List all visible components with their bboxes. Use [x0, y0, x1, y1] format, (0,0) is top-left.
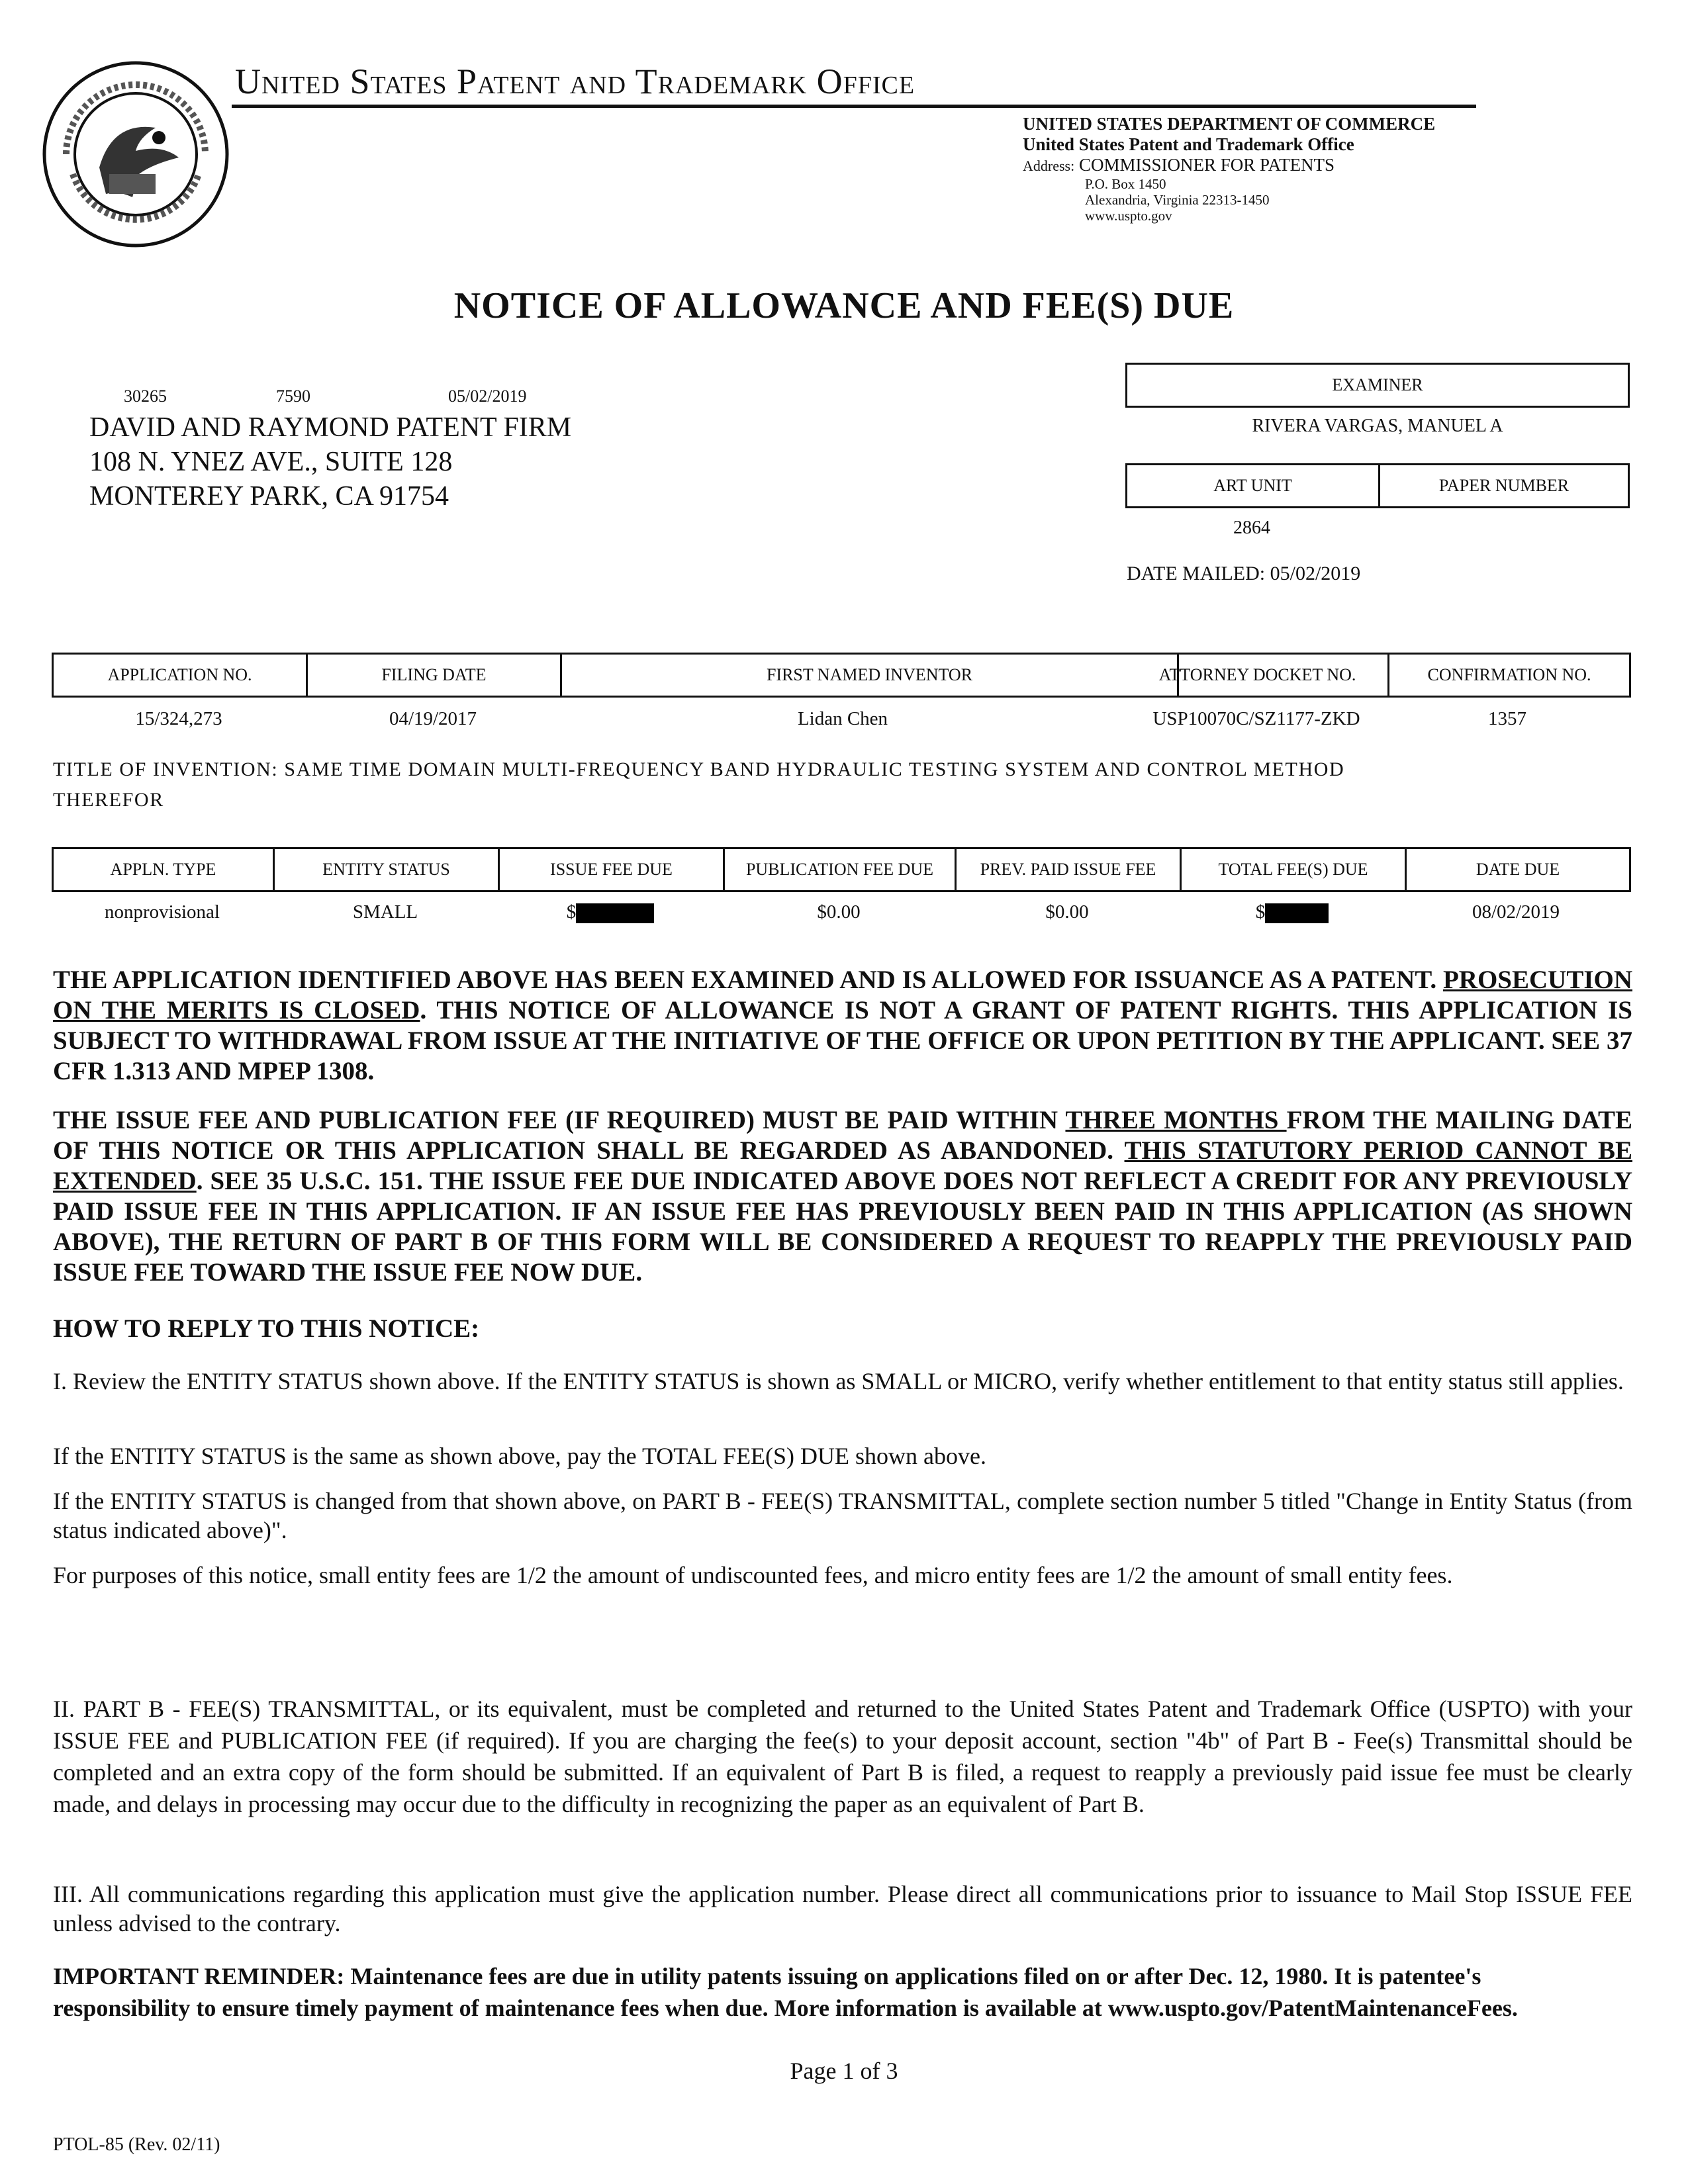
how-to-reply-heading: HOW TO REPLY TO THIS NOTICE: — [53, 1314, 480, 1343]
fee-table-header — [52, 847, 1631, 892]
page-number: Page 1 of 3 — [790, 2058, 898, 2084]
firm-street: 108 N. YNEZ AVE., SUITE 128 — [89, 447, 453, 477]
total-fee-currency: $ — [1255, 901, 1266, 923]
important-reminder: IMPORTANT REMINDER: Maintenance fees are due in utility patents issuing on applications filed on or after Dec. 12, 1980. It is patentee's responsibility to ensure timely payment of maintenance fees when due. More information is available at www.uspto.gov/PatentMaintenanceFees. — [53, 1963, 1518, 2021]
header-appln-type: APPLN. TYPE — [54, 849, 275, 890]
fee-text-c: FROM THE MAILING DATE OF THIS NOTICE OR THIS APPLICATION SHALL BE REGARDED AS ABANDONED. — [53, 1106, 1633, 1165]
allowance-text-c: . THIS NOTICE OF ALLOWANCE IS NOT A GRANT OF PATENT RIGHTS. THIS APPLICATION IS SUBJECT TO WITHDRAWAL FROM ISSUE AT THE INITIATIVE OF THE OFFICE OR UPON PETITION BY THE APPLICANT. SEE 37 CFR 1.313 AND MPEP 1308. — [53, 996, 1632, 1085]
instruction-i-fees: For purposes of this notice, small entity fees are 1/2 the amount of undiscounted fees, and micro entity fees are 1/2 the amount of small entity fees. — [53, 1562, 1453, 1588]
redaction-bar — [1265, 903, 1329, 923]
three-months: THREE MONTHS — [1065, 1106, 1287, 1134]
fee-table-values — [52, 901, 1631, 928]
instruction-iii: III. All communications regarding this application must give the application number. Please direct all communications prior to issuance to Mail Stop ISSUE FEE unless advised to the contrary. — [53, 1881, 1632, 1936]
instruction-ii: II. PART B - FEE(S) TRANSMITTAL, or its equivalent, must be completed and returned to the United States Patent and Trademark Office (USPTO) with your ISSUE FEE and PUBLICATION FEE (if required). If you are charging the fee(s) to your deposit account, section "4b" of Part B - Fee(s) Transmittal should be completed and an extra copy of the form should be submitted. If an equivalent of Part B is filed, a request to reapply a previously paid issue fee must be clearly made, and delays in processing may occur due to the difficulty in recognizing the paper as an equivalent of Part B. — [53, 1696, 1632, 1817]
dept-line1: UNITED STATES DEPARTMENT OF COMMERCE — [1023, 114, 1436, 134]
form-number: PTOL-85 (Rev. 02/11) — [53, 2134, 220, 2155]
correspondence-codes — [124, 387, 526, 406]
fee-payment-statement — [53, 1105, 1632, 1288]
prosecution-closed: PROSECUTION ON THE MERITS IS CLOSED — [53, 966, 1633, 1024]
correspondence-date: 05/02/2019 — [448, 387, 527, 406]
address-label: Address: — [1023, 158, 1075, 174]
instruction-i-same: If the ENTITY STATUS is the same as shown above, pay the TOTAL FEE(S) DUE shown above. — [53, 1443, 986, 1469]
notice-title: NOTICE OF ALLOWANCE AND FEE(S) DUE — [453, 285, 1235, 326]
header-issue-fee-due: ISSUE FEE DUE — [500, 849, 725, 890]
address-line2: P.O. Box 1450 — [1085, 176, 1166, 192]
art-unit-value: 2864 — [1233, 518, 1270, 538]
application-number: 15/324,273 — [135, 708, 222, 729]
fee-text-a: THE ISSUE FEE AND PUBLICATION FEE (IF REQUIRED) MUST BE PAID WITHIN — [53, 1106, 1066, 1134]
art-unit-box — [1125, 463, 1630, 508]
header-first-named-inventor: FIRST NAMED INVENTOR — [562, 655, 1179, 696]
uspto-seal — [40, 58, 232, 250]
header-filing-date: FILING DATE — [308, 655, 562, 696]
header-application-no: APPLICATION NO. — [54, 655, 308, 696]
instruction-i-changed: If the ENTITY STATUS is changed from that shown above, on PART B - FEE(S) TRANSMITTAL, complete section number 5 titled "Change in Entity Status (from status indicated above)". — [53, 1488, 1632, 1543]
examiner-name: RIVERA VARGAS, MANUEL A — [1252, 416, 1503, 436]
address-line1 — [1023, 155, 1435, 176]
header-prev-paid-issue-fee: PREV. PAID ISSUE FEE — [957, 849, 1182, 890]
date-due: 08/02/2019 — [1472, 901, 1560, 923]
title-of-invention-line1: TITLE OF INVENTION: SAME TIME DOMAIN MULTI-FREQUENCY BAND HYDRAULIC TESTING SYSTEM AND CONTROL METHOD — [53, 758, 1345, 780]
issue-fee-due — [498, 901, 723, 923]
confirmation-number: 1357 — [1488, 708, 1526, 729]
address-line4: www.uspto.gov — [1085, 208, 1172, 224]
examiner-box — [1125, 363, 1630, 408]
header-date-due: DATE DUE — [1476, 860, 1560, 879]
customer-number: 30265 — [124, 387, 167, 406]
department-block — [1023, 114, 1435, 224]
examiner-label: EXAMINER — [1332, 375, 1423, 394]
prev-paid-issue-fee: $0.00 — [1045, 901, 1089, 923]
appln-type: nonprovisional — [105, 901, 220, 923]
header-attorney-docket-no: ATTORNEY DOCKET NO. — [1127, 655, 1389, 696]
attorney-docket-number: USP10070C/SZ1177-ZKD — [1152, 708, 1360, 729]
entity-status: SMALL — [352, 901, 418, 923]
dept-line2: United States Patent and Trademark Office — [1023, 134, 1354, 154]
application-table-header — [52, 653, 1631, 698]
firm-name: DAVID AND RAYMOND PATENT FIRM — [89, 412, 572, 443]
paper-number-label: PAPER NUMBER — [1438, 476, 1570, 495]
title-of-invention — [53, 754, 1642, 815]
title-of-invention-line2: THEREFOR — [53, 789, 164, 811]
statutory-period: THIS STATUTORY PERIOD CANNOT BE EXTENDED — [53, 1136, 1632, 1195]
correspondence-code: 7590 — [276, 387, 310, 406]
allowance-statement — [53, 965, 1632, 1087]
address-line3: Alexandria, Virginia 22313-1450 — [1085, 192, 1270, 208]
office-name: United States Patent and Trademark Office — [235, 62, 915, 101]
total-fees-due — [1180, 901, 1405, 923]
header-total-fees-due: TOTAL FEE(S) DUE — [1182, 849, 1407, 890]
filing-date: 04/19/2017 — [389, 708, 477, 729]
first-named-inventor: Lidan Chen — [797, 708, 888, 729]
header-confirmation-no: CONFIRMATION NO. — [1427, 665, 1591, 684]
issue-fee-currency: $ — [566, 901, 577, 923]
firm-city: MONTEREY PARK, CA 91754 — [89, 481, 449, 512]
publication-fee-due: $0.00 — [817, 901, 861, 923]
header-rule — [232, 105, 1476, 108]
fee-text-e: . SEE 35 U.S.C. 151. THE ISSUE FEE DUE INDICATED ABOVE DOES NOT REFLECT A CREDIT FOR ANY PREVIOUSLY PAID ISSUE FEE IN THIS APPLICATION. IF AN ISSUE FEE HAS PREVIOUSLY BEEN PAID IN THIS APPLICATION (AS SHOWN ABOVE), THE RETURN OF PART B OF THIS FORM WILL BE CONSIDERED A REQUEST TO REAPPLY THE PREVIOUSLY PAID ISSUE FEE TOWARD THE ISSUE FEE NOW DUE. — [53, 1167, 1632, 1287]
art-unit-label: ART UNIT — [1127, 465, 1380, 506]
header-publication-fee-due: PUBLICATION FEE DUE — [725, 849, 957, 890]
date-mailed: DATE MAILED: 05/02/2019 — [1127, 563, 1361, 584]
application-table-values — [52, 708, 1631, 735]
address-commissioner: COMMISSIONER FOR PATENTS — [1078, 155, 1335, 175]
instruction-i: I. Review the ENTITY STATUS shown above. If the ENTITY STATUS is shown as SMALL or MICRO, verify whether entitlement to that entity status still applies. — [53, 1368, 1624, 1394]
redaction-bar — [576, 903, 654, 923]
header-entity-status: ENTITY STATUS — [275, 849, 500, 890]
firm-address — [89, 410, 571, 514]
allowance-text-a: THE APPLICATION IDENTIFIED ABOVE HAS BEEN EXAMINED AND IS ALLOWED FOR ISSUANCE AS A PATENT. — [53, 966, 1437, 994]
